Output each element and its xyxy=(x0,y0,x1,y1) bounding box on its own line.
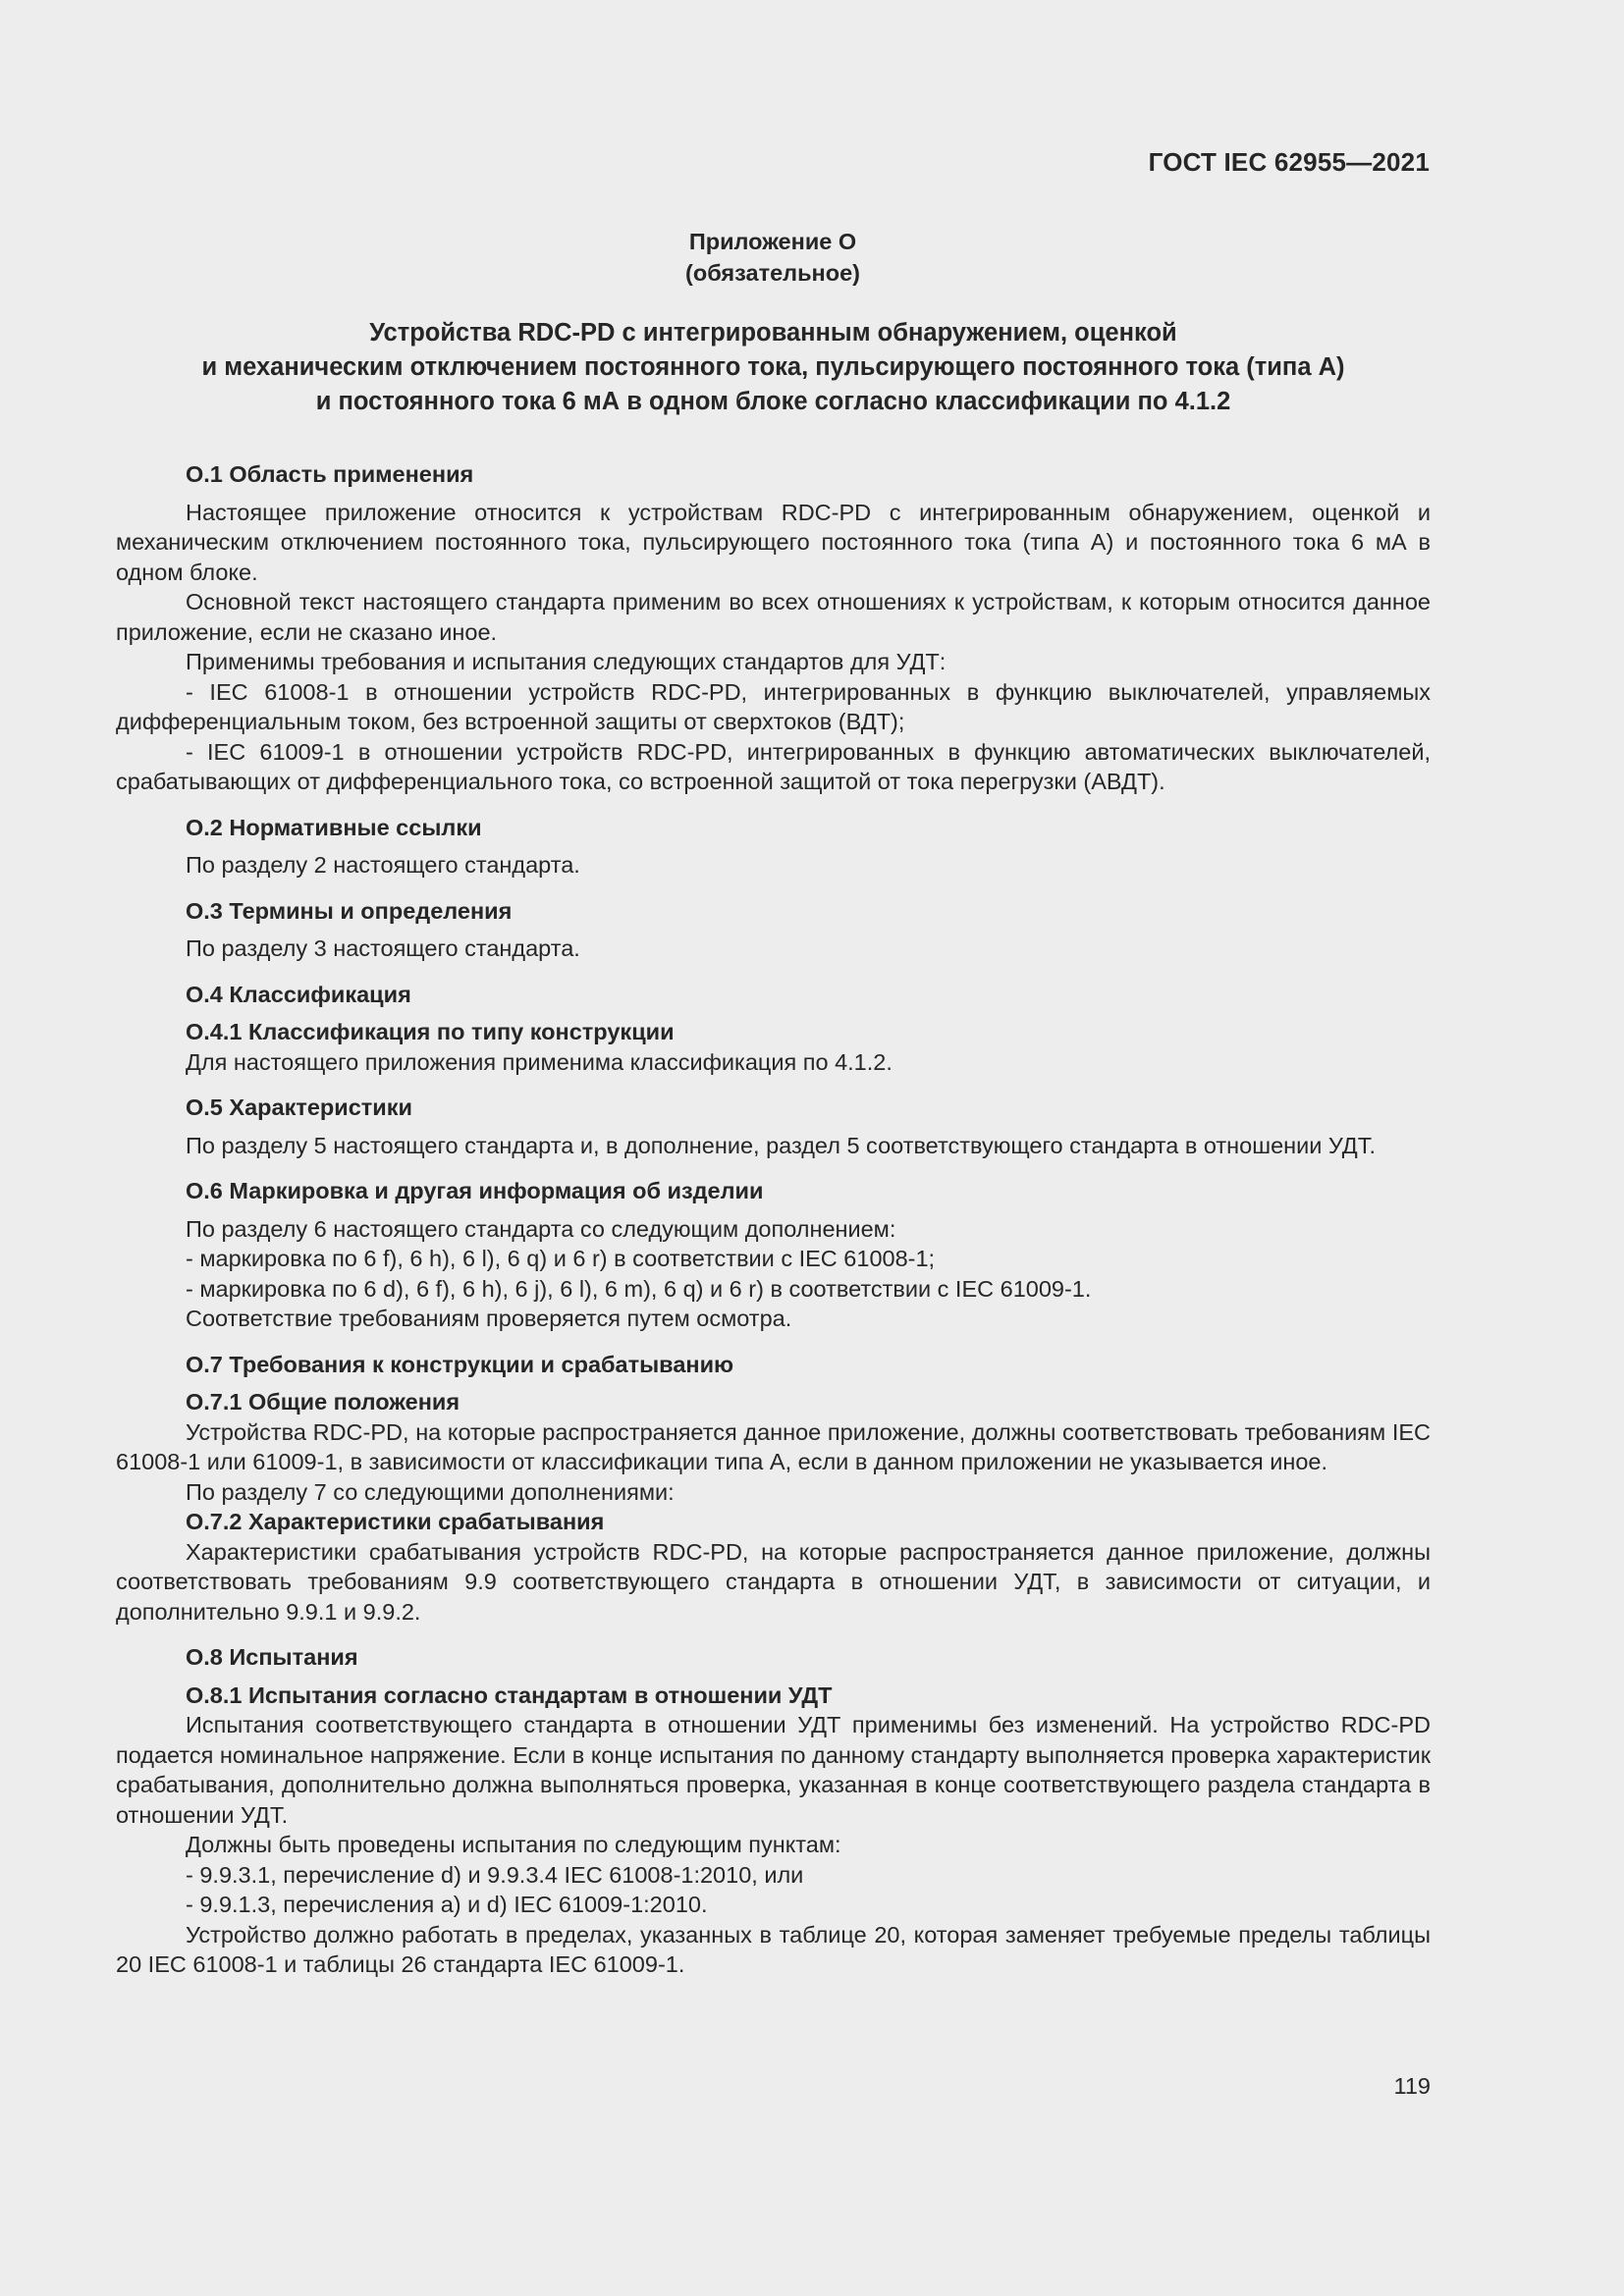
paragraph: Для настоящего приложения применима классификация по 4.1.2. xyxy=(186,1048,893,1075)
section-heading: О.6 Маркировка и другая информация об изделии xyxy=(186,1178,764,1203)
section-heading: О.1 Область применения xyxy=(186,461,474,487)
paragraph: Устройство должно работать в пределах, указанных в таблице 20, которая заменяет требуемые пределы таблицы 20 IEC 61008-1 и таблицы 26 стандарта IEC 61009-1. xyxy=(116,1921,1431,1977)
annex-title-line: Устройства RDC-PD с интегрированным обнаружением, оценкой xyxy=(369,319,1177,347)
paragraph: По разделу 3 настоящего стандарта. xyxy=(186,935,580,961)
section-heading: О.4 Классификация xyxy=(186,981,411,1007)
annex-label: Приложение О xyxy=(688,229,857,254)
section-heading: О.2 Нормативные ссылки xyxy=(186,814,482,840)
annex-title xyxy=(116,316,1431,419)
paragraph: Характеристики срабатывания устройств RDC-PD, на которые распространяется данное приложение, должны соответствовать требованиям 9.9 соответствующего стандарта в отношении УДТ, в зависимости от ситуации, и дополнительно 9.9.1 и 9.9.2. xyxy=(116,1538,1431,1625)
list-item: - маркировка по 6 d), 6 f), 6 h), 6 j), 6 l), 6 m), 6 q) и 6 r) в соответствии с IEC 61009-1. xyxy=(186,1275,1092,1302)
subsection-heading: О.7.2 Характеристики срабатывания xyxy=(186,1509,605,1534)
document-code: ГОСТ IEC 62955—2021 xyxy=(1148,147,1430,177)
list-item: - 9.9.3.1, перечисление d) и 9.9.3.4 IEC 61008-1:2010, или xyxy=(186,1861,804,1888)
subsection-heading: О.7.1 Общие положения xyxy=(186,1389,460,1415)
page-number: 119 xyxy=(1393,2073,1431,2099)
subsection-heading: О.8.1 Испытания согласно стандартам в отношении УДТ xyxy=(186,1682,833,1708)
section-heading: О.3 Термины и определения xyxy=(186,897,513,924)
paragraph: По разделу 6 настоящего стандарта со следующим дополнением: xyxy=(186,1215,896,1242)
annex-title-line: и постоянного тока 6 мА в одном блоке согласно классификации по 4.1.2 xyxy=(315,388,1231,415)
paragraph: Настоящее приложение относится к устройствам RDC-PD с интегрированным обнаружением, оценкой и механическим отключением постоянного тока, пульсирующего постоянного тока (типа А) и постоянного тока 6 мА в одном блоке. xyxy=(116,499,1431,585)
list-item: - маркировка по 6 f), 6 h), 6 l), 6 q) и 6 r) в соответствии с IEC 61008-1; xyxy=(186,1246,936,1271)
paragraph: Основной текст настоящего стандарта применим во всех отношениях к устройствам, к которым относится данное приложение, если не сказано иное. xyxy=(116,589,1431,645)
paragraph: Должны быть проведены испытания по следующим пунктам: xyxy=(186,1832,841,1857)
paragraph: Устройства RDC-PD, на которые распространяется данное приложение, должны соответствовать требованиям IEC 61008-1 или 61009-1, в зависимости от классификации типа А, если в данном приложении не указывается иное. xyxy=(116,1418,1431,1474)
list-item: - 9.9.1.3, перечисления a) и d) IEC 61009-1:2010. xyxy=(186,1892,708,1917)
annex-status: (обязательное) xyxy=(685,260,860,286)
section-heading: О.8 Испытания xyxy=(186,1644,358,1670)
subsection-heading: О.4.1 Классификация по типу конструкции xyxy=(186,1019,675,1044)
paragraph: По разделу 2 настоящего стандарта. xyxy=(186,852,580,878)
paragraph: Применимы требования и испытания следующих стандартов для УДТ: xyxy=(186,649,947,674)
annex-heading xyxy=(0,226,1545,289)
list-item: - IEC 61009-1 в отношении устройств RDC-PD, интегрированных в функцию автоматических выключателей, срабатывающих от дифференциального тока, со встроенной защитой от тока перегрузки (АВДТ). xyxy=(116,738,1431,794)
annex-title-line: и механическим отключением постоянного тока, пульсирующего постоянного тока (типа А) xyxy=(201,353,1345,381)
paragraph: Соответствие требованиям проверяется путем осмотра. xyxy=(186,1306,792,1331)
section-heading: О.7 Требования к конструкции и срабатыванию xyxy=(186,1351,734,1377)
paragraph: По разделу 7 со следующими дополнениями: xyxy=(186,1478,675,1505)
paragraph: Испытания соответствующего стандарта в отношении УДТ применимы без изменений. На устройство RDC-PD подается номинальное напряжение. Если в конце испытания по данному стандарту выполняется проверка характеристик срабатывания, дополнительно должна выполняться проверка, указанная в конце соответствующего раздела стандарта в отношении УДТ. xyxy=(116,1712,1431,1828)
section-heading: О.5 Характеристики xyxy=(186,1095,412,1120)
paragraph: По разделу 5 настоящего стандарта и, в дополнение, раздел 5 соответствующего стандарта в отношении УДТ. xyxy=(186,1132,1376,1158)
list-item: - IEC 61008-1 в отношении устройств RDC-PD, интегрированных в функцию выключателей, управляемых дифференциальным током, без встроенной защиты от сверхтоков (ВДТ); xyxy=(116,678,1431,734)
document-body xyxy=(116,459,1431,1980)
